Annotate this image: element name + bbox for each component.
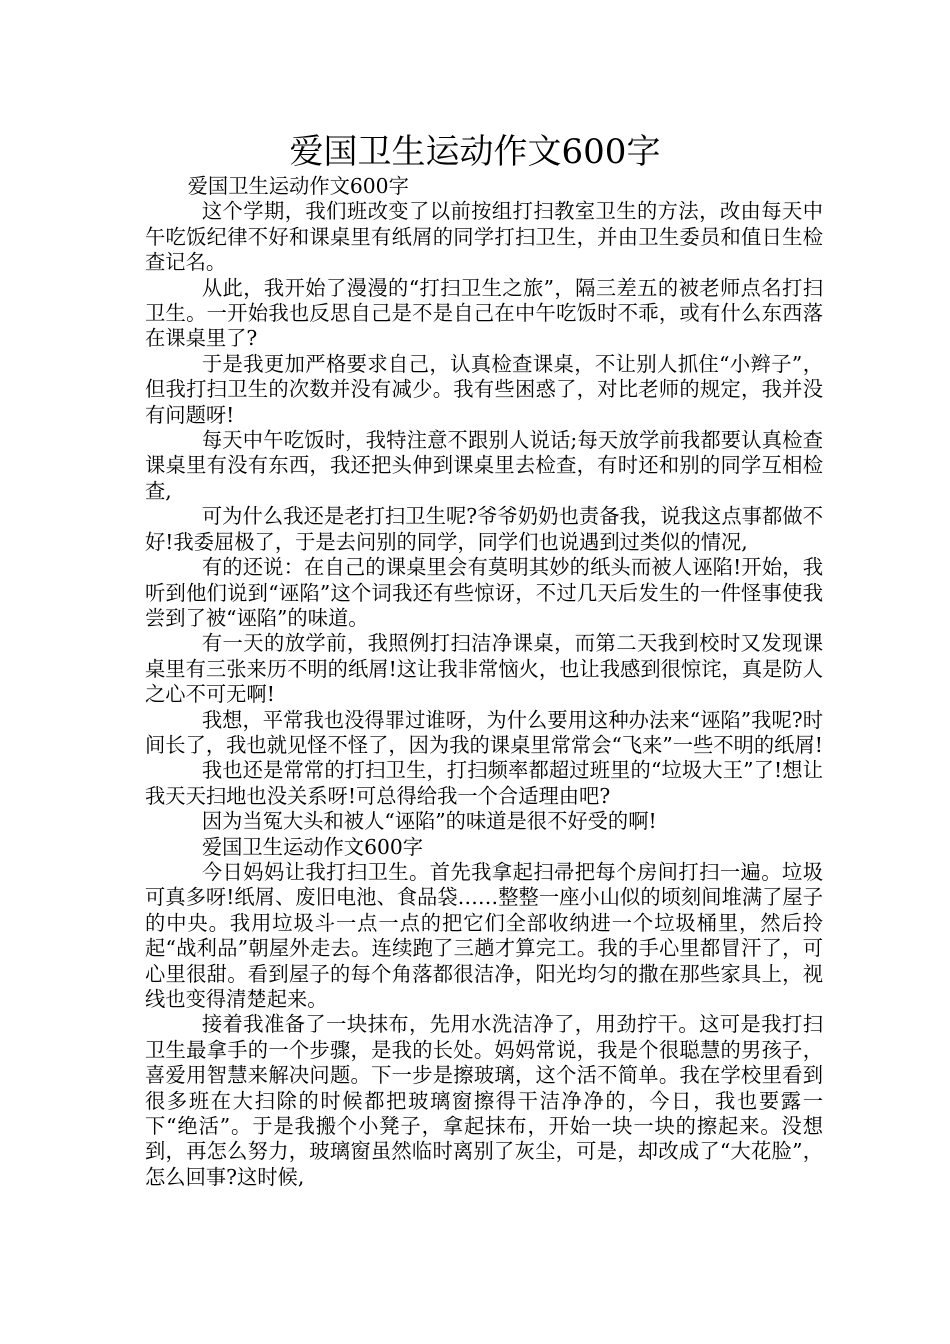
paragraph: 爱国卫生运动作文600字 <box>201 834 424 859</box>
document-subtitle: 爱国卫生运动作文600字 <box>187 174 409 198</box>
paragraph: 可为什么我还是老打扫卫生呢?爷爷奶奶也责备我，说我这点事都做不好!我委屈极了，于是去问别的同学，同学们也说遇到过类似的情况, <box>145 504 823 554</box>
paragraph: 我想，平常我也没得罪过谁呀，为什么要用这种办法来“诬陷”我呢?时间长了，我也就见怪不怪了，因为我的课桌里常常会“飞来”一些不明的纸屑! <box>145 707 823 757</box>
paragraph: 每天中午吃饭时，我特注意不跟别人说话;每天放学前我都要认真检查课桌里有没有东西，我还把头伸到课桌里去检查，有时还和别的同学互相检查, <box>145 428 823 503</box>
paragraph: 今日妈妈让我打扫卫生。首先我拿起扫帚把每个房间打扫一遍。垃圾可真多呀!纸屑、废旧电池、食品袋……整整一座小山似的顷刻间堆满了屋子的中央。我用垃圾斗一点一点的把它们全部收纳进一个垃圾桶里，然后拎起“战利品”朝屋外走去。连续跑了三趟才算完工。我的手心里都冒汗了，可心里很甜。看到屋子的每个角落都很洁净，阳光均匀的撒在那些家具上，视线也变得清楚起来。 <box>145 859 823 1011</box>
document-title: 爱国卫生运动作文600字 <box>289 132 661 172</box>
paragraph: 有的还说：在自己的课桌里会有莫明其妙的纸头而被人诬陷!开始，我听到他们说到“诬陷”这个词我还有些惊讶，不过几天后发生的一件怪事使我尝到了被“诬陷”的味道。 <box>145 555 823 630</box>
paragraph: 于是我更加严格要求自己，认真检查课桌，不让别人抓住“小辫子”，但我打扫卫生的次数并没有减少。我有些困惑了，对比老师的规定，我并没有问题呀! <box>145 351 823 427</box>
paragraph: 接着我准备了一块抹布，先用水洗洁净了，用劲拧干。这可是我打扫卫生最拿手的一个步骤，是我的长处。妈妈常说，我是个很聪慧的男孩子，喜爱用智慧来解决问题。下一步是擦玻璃，这个活不简单。我在学校里看到很多班在大扫除的时候都把玻璃窗擦得干洁净净的，今日，我也要露一下“绝活”。于是我搬个小凳子，拿起抹布，开始一块一块的擦起来。没想到，再怎么努力，玻璃窗虽然临时离别了灰尘，可是，却改成了“大花脸”，怎么回事?这时候, <box>145 1012 823 1189</box>
paragraph: 我也还是常常的打扫卫生，打扫频率都超过班里的“垃圾大王”了!想让我天天扫地也没关系呀!可总得给我一个合适理由吧? <box>145 758 823 808</box>
paragraph: 从此，我开始了漫漫的“打扫卫生之旅”，隔三差五的被老师点名打扫卫生。一开始我也反思自己是不是自己在中午吃饭时不乖，或有什么东西落在课桌里了? <box>145 275 823 351</box>
paragraph: 有一天的放学前，我照例打扫洁净课桌，而第二天我到校时又发现课桌里有三张来历不明的纸屑!这让我非常恼火，也让我感到很惊诧，真是防人之心不可无啊! <box>145 631 823 707</box>
document-body <box>145 174 823 1190</box>
paragraph: 这个学期，我们班改变了以前按组打扫教室卫生的方法，改由每天中午吃饭纪律不好和课桌里有纸屑的同学打扫卫生，并由卫生委员和值日生检查记名。 <box>145 199 823 275</box>
paragraph: 因为当冤大头和被人“诬陷”的味道是很不好受的啊! <box>201 809 657 834</box>
